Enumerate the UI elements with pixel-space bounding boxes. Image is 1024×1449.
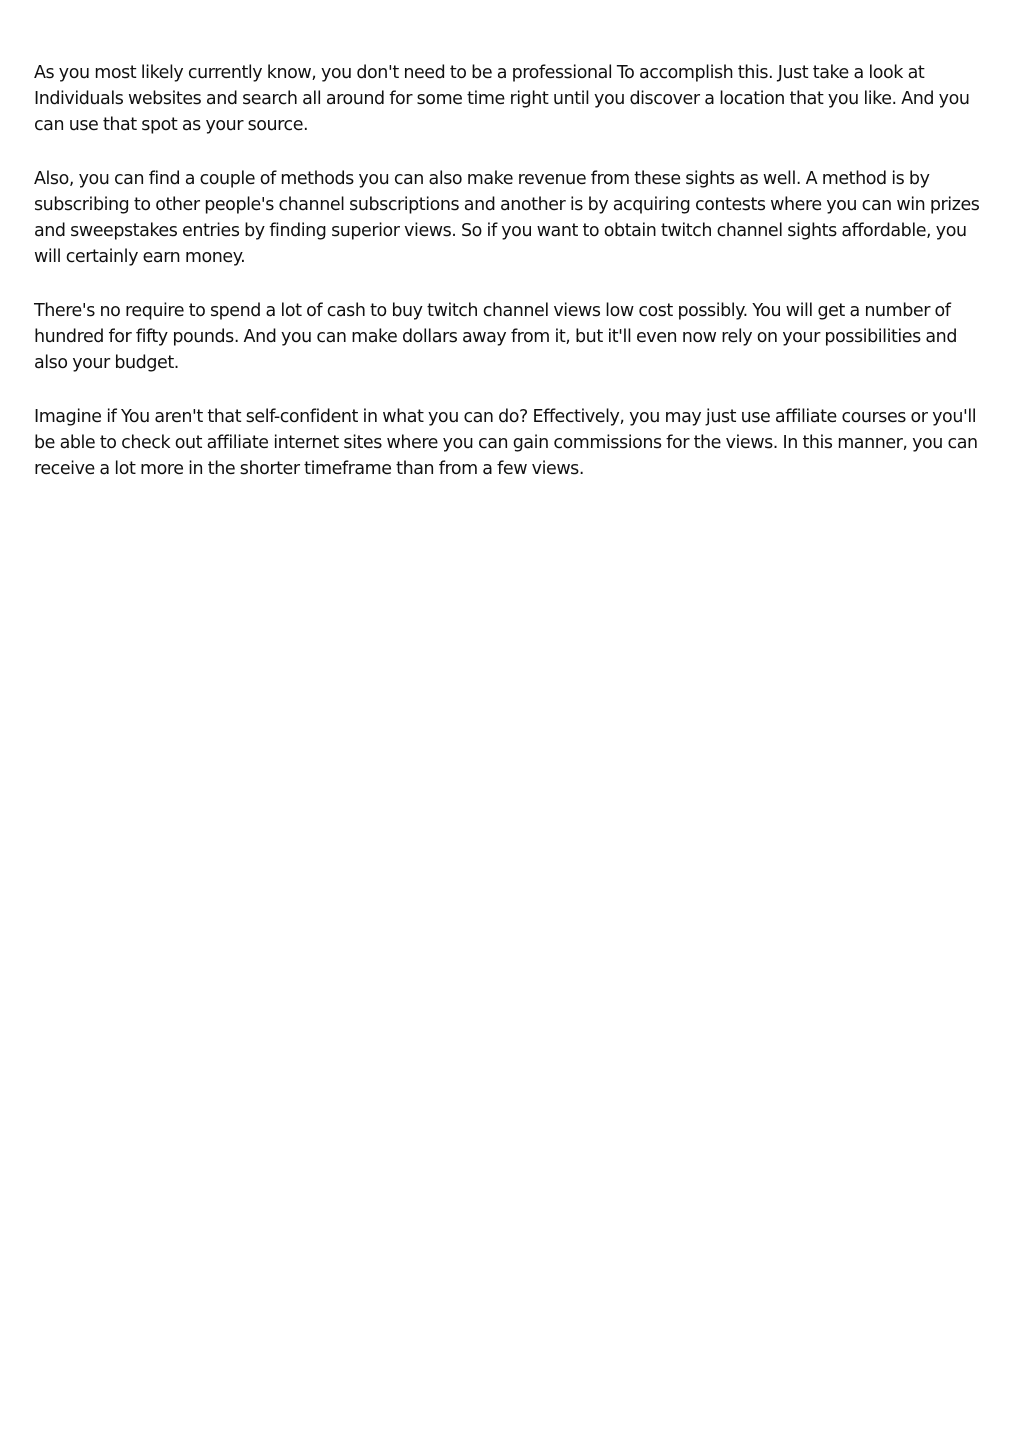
paragraph-2: Also, you can find a couple of methods you can also make revenue from these sights as well. A method is by subscribing to other people's channel subscriptions and another is by acquiring contests where you can win prizes and sweepstakes entries by finding superior views. So if you want to obtain twitch channel sights affordable, you will certainly earn money.: [34, 169, 980, 267]
paragraph-4: Imagine if You aren't that self-confident in what you can do? Effectively, you may just use affiliate courses or you'll be able to check out affiliate internet sites where you can gain commissions for the views. In this manner, you can receive a lot more in the shorter timeframe than from a few views.: [34, 407, 978, 479]
document-body: [34, 60, 994, 510]
paragraph-1: As you most likely currently know, you don't need to be a professional To accomplish this. Just take a look at Individuals websites and search all around for some time right until you discover a location that you like. And you can use that spot as your source.: [34, 63, 970, 135]
paragraph-3: There's no require to spend a lot of cash to buy twitch channel views low cost possibly. You will get a number of hundred for fifty pounds. And you can make dollars away from it, but it'll even now rely on your possibilities and also your budget.: [34, 301, 957, 373]
